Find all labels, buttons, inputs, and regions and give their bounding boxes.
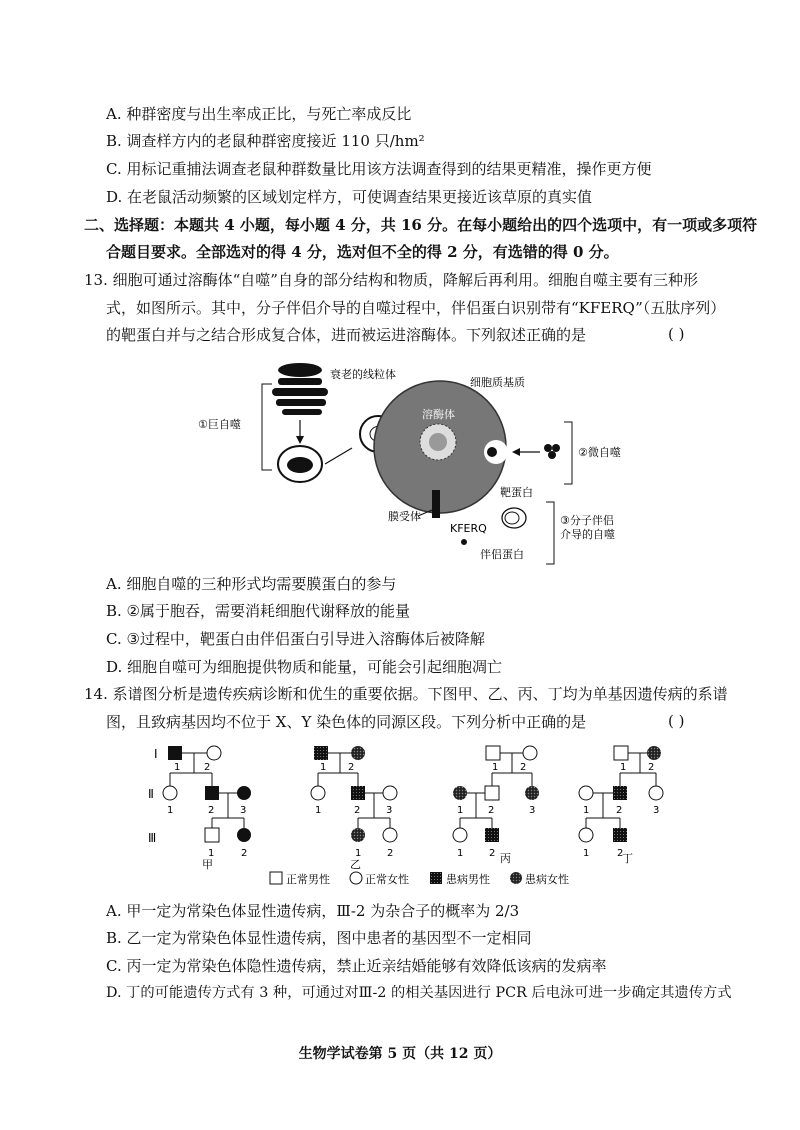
q13-stem-line2: 式，如图所示。其中，分子伴侣介导的自噬过程中，伴侣蛋白识别带有“KFERQ”（五肽序列） (106, 299, 726, 317)
yi-III2-num: 2 (387, 848, 394, 859)
pedigree-yi (311, 746, 397, 871)
cytoplasm-label: 细胞质基质 (470, 376, 525, 389)
bing-III1-num: 1 (457, 848, 464, 859)
bing-label: 丙 (500, 852, 511, 865)
ding-I1-num: 1 (620, 762, 627, 773)
aging-mito-label: 衰老的线粒体 (330, 368, 396, 381)
q12-option-a: A. 种群密度与出生率成正比，与死亡率成反比 (106, 105, 412, 123)
ding-label: 丁 (622, 852, 633, 865)
q14-option-b: B. 乙一定为常染色体显性遗传病，图中患者的基因型不一定相同 (106, 929, 532, 947)
yi-I2-num: 2 (348, 762, 355, 773)
yi-I1-num: 1 (320, 762, 327, 773)
bing-II1-num: 1 (457, 805, 464, 816)
target-protein-label: 靶蛋白 (500, 486, 533, 499)
ding-III1-num: 1 (583, 848, 590, 859)
lysosome-label: 溶酶体 (422, 408, 455, 421)
jia-II1-num: 1 (167, 805, 174, 816)
bing-I2-num: 2 (520, 762, 527, 773)
q14-option-c: C. 丙一定为常染色体隐性遗传病，禁止近亲结婚能够有效降低该病的发病率 (106, 957, 607, 975)
jia-II2-num: 2 (208, 805, 215, 816)
q12-option-b: B. 调查样方内的老鼠种群密度接近 110 只/hm² (106, 132, 425, 150)
q13-option-b: B. ②属于胞吞，需要消耗细胞代谢释放的能量 (106, 602, 411, 620)
kferq-label: KFERQ (450, 522, 487, 535)
section2-heading-line2: 合题目要求。全部选对的得 4 分，选对但不全的得 2 分，有选错的得 0 分。 (106, 243, 619, 261)
bing-II2-num: 2 (488, 805, 495, 816)
legend-normal-male: 正常男性 (286, 873, 330, 886)
bing-I1-num: 1 (492, 762, 499, 773)
q13-option-c: C. ③过程中，靶蛋白由伴侣蛋白引导进入溶酶体后被降解 (106, 630, 485, 648)
ding-II1-num: 1 (583, 805, 590, 816)
receptor-label: 膜受体 (388, 510, 421, 523)
q14-stem-line1: 14. 系谱图分析是遗传疾病诊断和优生的重要依据。下图甲、乙、丙、丁均为单基因遗传病的系谱 (84, 685, 728, 703)
ding-III2-num: 2 (617, 848, 624, 859)
aging-mitochondrion-icon (272, 363, 328, 415)
ding-II2-num: 2 (616, 805, 623, 816)
chaperone-label: 伴侣蛋白 (480, 548, 524, 561)
chaperone-autophagy-label-1: ③分子伴侣 (560, 514, 614, 527)
chaperone-autophagy-label-2: 介导的自噬 (560, 528, 615, 541)
pedigree-ding (579, 746, 663, 865)
jia-III1-num: 1 (208, 848, 215, 859)
cargo-particle-icon (544, 444, 560, 459)
legend-affected-male: 患病男性 (446, 873, 490, 886)
yi-II2-num: 2 (354, 805, 361, 816)
legend-normal-female: 正常女性 (365, 873, 409, 886)
yi-II1-num: 1 (315, 805, 322, 816)
ding-II3-num: 3 (653, 805, 660, 816)
gen-2-label: Ⅱ (148, 787, 154, 801)
q12-option-d: D. 在老鼠活动频繁的区域划定样方，可使调查结果更接近该草原的真实值 (106, 188, 593, 206)
jia-II3-num: 3 (240, 805, 247, 816)
legend-affected-female: 患病女性 (525, 873, 569, 886)
jia-label: 甲 (202, 858, 213, 871)
micro-autophagy-label: ②微自噬 (578, 446, 621, 459)
q13-option-a: A. 细胞自噬的三种形式均需要膜蛋白的参与 (106, 575, 397, 593)
autophagosome-icon (278, 446, 322, 482)
section2-heading-line1: 二、选择题：本题共 4 小题，每小题 4 分，共 16 分。在每小题给出的四个选项中，有一项或多项符 (84, 216, 758, 234)
lysosome-icon (374, 381, 508, 518)
gen-3-label: Ⅲ (148, 831, 157, 845)
gen-1-label: Ⅰ (154, 747, 158, 761)
page-footer: 生物学试卷第 5 页（共 12 页） (298, 1046, 502, 1062)
autophagy-diagram (180, 352, 640, 570)
q14-answer-paren: ( ) (668, 712, 685, 730)
q13-stem-line1: 13. 细胞可通过溶酶体“自噬”自身的部分结构和物质，降解后再利用。细胞自噬主要有三种形 (84, 271, 698, 289)
target-protein-icon (502, 508, 526, 528)
jia-I2-num: 2 (204, 762, 211, 773)
pedigree-jia (163, 746, 251, 871)
yi-II3-num: 3 (386, 805, 393, 816)
q14-option-a: A. 甲一定为常染色体显性遗传病，Ⅲ-2 为杂合子的概率为 2/3 (106, 902, 520, 920)
pedigree-bing (453, 746, 539, 865)
bing-III2-num: 2 (489, 848, 496, 859)
q14-option-d: D. 丁的可能遗传方式有 3 种，可通过对Ⅲ-2 的相关基因进行 PCR 后电泳可进一步确定其遗传方式 (106, 985, 732, 1001)
q12-option-c: C. 用标记重捕法调查老鼠种群数量比用该方法调查得到的结果更精准，操作更方便 (106, 160, 652, 178)
bing-II3-num: 3 (529, 805, 536, 816)
ding-I2-num: 2 (648, 762, 655, 773)
q13-option-d: D. 细胞自噬可为细胞提供物质和能量，可能会引起细胞凋亡 (106, 658, 503, 676)
pedigree-diagram (140, 738, 700, 890)
yi-label: 乙 (350, 858, 361, 871)
jia-I1-num: 1 (174, 762, 181, 773)
jia-III2-num: 2 (241, 848, 248, 859)
q14-stem-line2: 图，且致病基因均不位于 X、Y 染色体的同源区段。下列分析中正确的是 (106, 713, 587, 731)
macro-autophagy-label: ①巨自噬 (198, 418, 241, 431)
yi-III1-num: 1 (355, 848, 362, 859)
pedigree-legend (270, 872, 569, 886)
q13-stem-line3: 的靶蛋白并与之结合形成复合体，进而被运进溶酶体。下列叙述正确的是 (106, 326, 587, 344)
q13-answer-paren: ( ) (668, 325, 685, 343)
